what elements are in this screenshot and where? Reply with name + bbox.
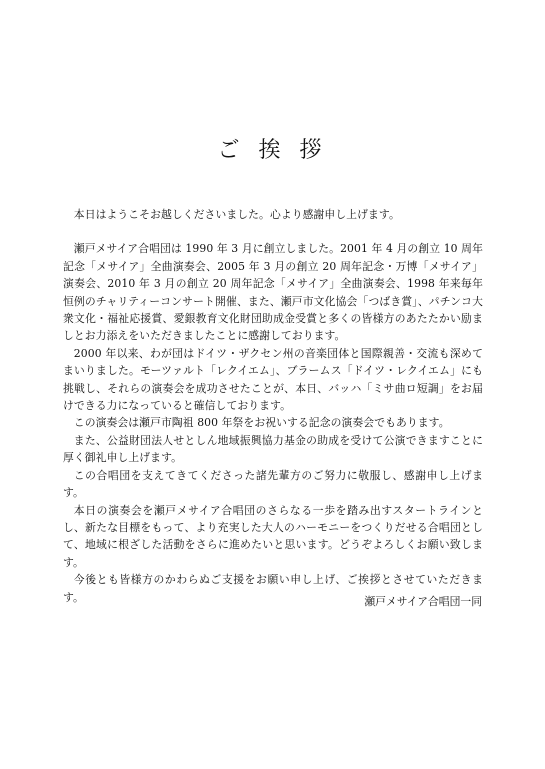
body-paragraph: この演奏会は瀬戸市陶祖 800 年祭をお祝いする記念の演奏会でもあります。 bbox=[73, 416, 450, 430]
paragraph-spacer bbox=[63, 223, 483, 240]
body-paragraph: 本日の演奏会を瀬戸メサイア合唱団のさらなる一歩を踏み出すスタートラインとし、新たな目標をもって、より充実した大人のハーモニーをつくりだせる合唱団として、地域に根ざした活動をさらに進めたいと思います。どうぞよろしくお願い致します。 bbox=[63, 503, 483, 569]
page-title: ご 挨 拶 bbox=[217, 138, 328, 163]
body-paragraph: また、公益財団法人せとしん地域振興協力基金の助成を受けて公演できますことに厚く御礼申し上げます。 bbox=[63, 433, 483, 465]
body-paragraph: 瀬戸メサイア合唱団は 1990 年 3 月に創立しました。2001 年 4 月の創立 10 周年記念「メサイア」全曲演奏会、2005 年 3 月の創立 20 周年記念・万博「メサイア」演奏会、2010 年 3 月の創立 20 周年記念「メサイア」全曲演奏会、1998 年来毎年恒例のチャリティーコンサート開催、また、瀬戸市文化協会「つばき賞」、パチンコ大衆文化・福祉応援賞、愛銀教育文化財団助成金受賞と多くの皆様方のあたたかい励ましとお力添えをいただきましたことに感謝しております。 bbox=[63, 242, 483, 343]
body-paragraph: 今後とも皆様方のかわらぬご支援をお願い申し上げ、ご挨拶とさせていただきます。 bbox=[63, 573, 483, 604]
body-paragraph: この合唱団を支えてきてくださった諸先輩方のご努力に敬服し、感謝申し上げます。 bbox=[63, 468, 483, 500]
body-paragraph: 2000 年以来、わが団はドイツ・ザクセン州の音楽団体と国際親善・交流も深めてまいりました。モーツァルト「レクイエム」、ブラームス「ドイツ・レクイエム」にも挑戦し、それらの演奏会を成功させたことが、本日、バッハ「ミサ曲ロ短調」をお届けできる力になっていると確信しております。 bbox=[63, 346, 483, 413]
document-body bbox=[63, 206, 483, 606]
signature: 瀬戸メサイア合唱団一同 bbox=[364, 595, 482, 608]
greeting-paragraph: 本日はようこそお越しくださいました。心より感謝申し上げます。 bbox=[73, 208, 400, 221]
